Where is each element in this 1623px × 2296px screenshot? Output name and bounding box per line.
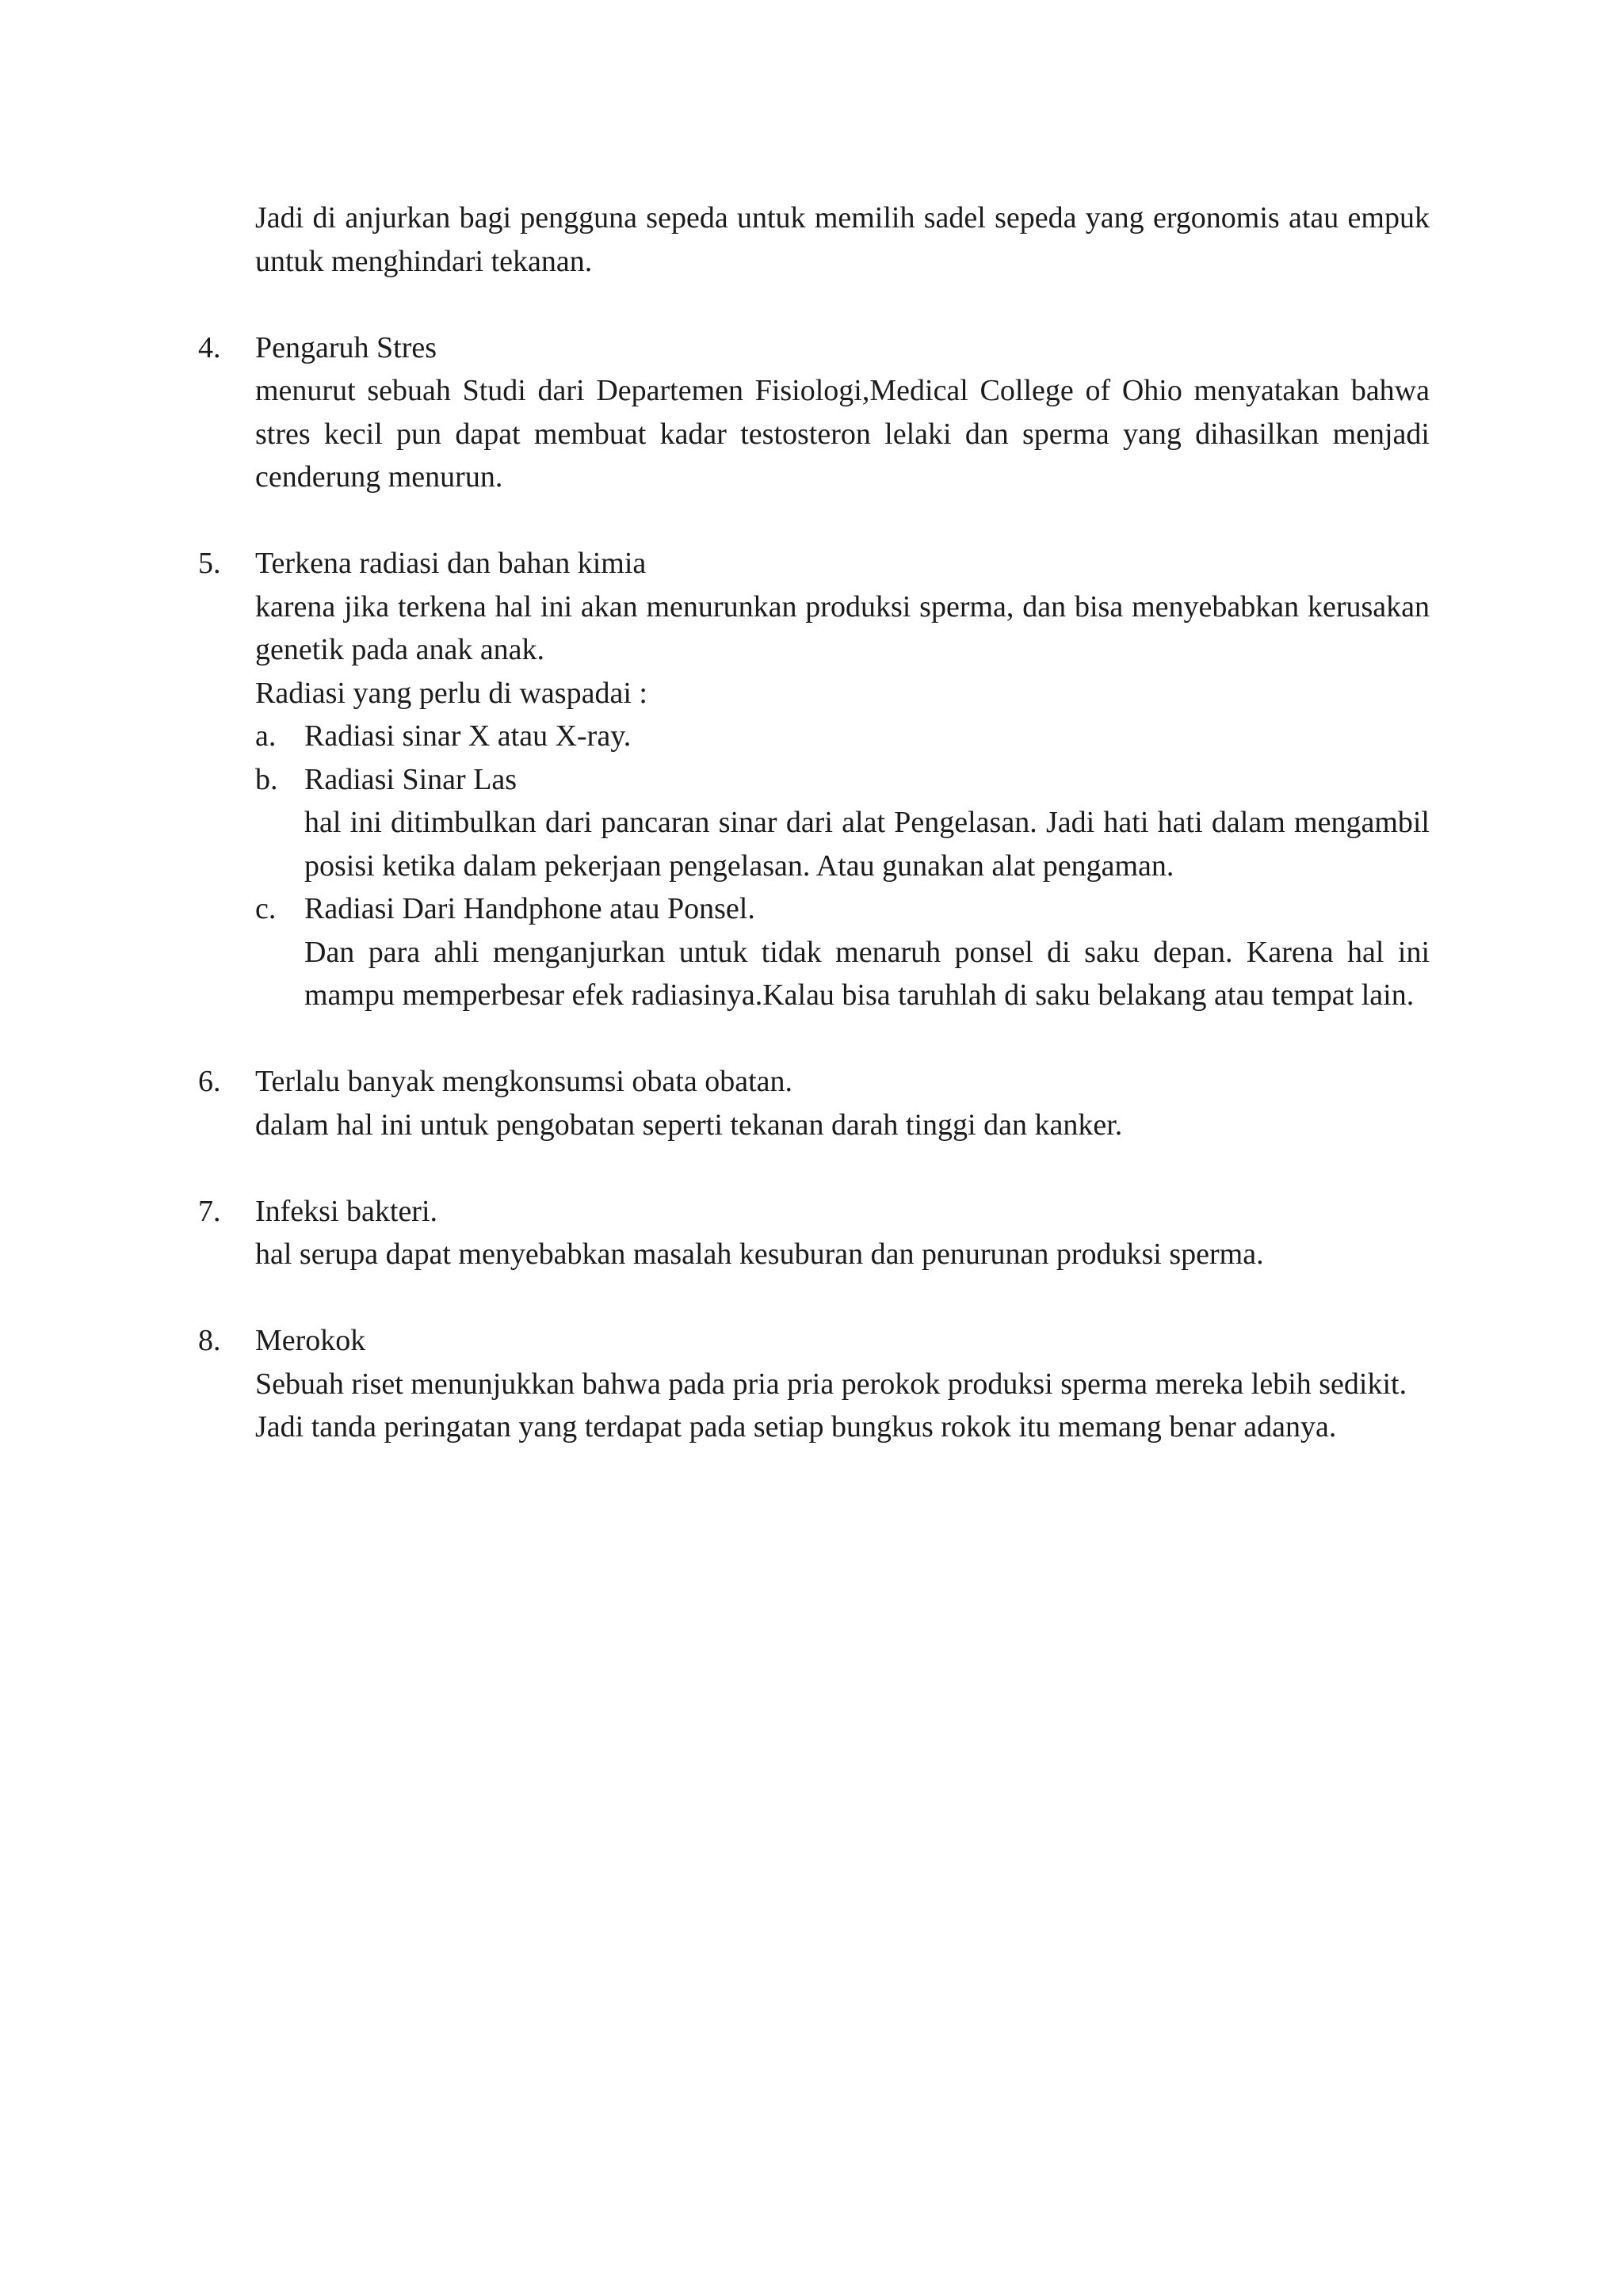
list-item-title: Merokok bbox=[255, 1324, 366, 1357]
list-item-title: Terlalu banyak mengkonsumsi obata obatan. bbox=[255, 1065, 792, 1098]
list-item-paragraph: karena jika terkena hal ini akan menurunkan produksi sperma, dan bisa menyebabkan kerusakan genetik pada anak anak. bbox=[255, 589, 1430, 666]
sub-item-b bbox=[255, 758, 1430, 888]
list-item-number: 4. bbox=[198, 330, 221, 364]
list-item-paragraph: hal serupa dapat menyebabkan masalah kesuburan dan penurunan produksi sperma. bbox=[255, 1238, 1264, 1271]
list-item-6 bbox=[198, 1060, 1430, 1146]
list-item-paragraph: Radiasi yang perlu di waspadai : bbox=[255, 676, 647, 710]
sub-item-title: Radiasi Dari Handphone atau Ponsel. bbox=[304, 892, 755, 925]
list-item-paragraph: dalam hal ini untuk pengobatan seperti tekanan darah tinggi dan kanker. bbox=[255, 1108, 1123, 1142]
list-item-number: 5. bbox=[198, 547, 221, 580]
sub-item-text: Dan para ahli menganjurkan untuk tidak menaruh ponsel di saku depan. Karena hal ini mampu memperbesar efek radiasinya.Kalau bisa taruhlah di saku belakang atau tempat lain. bbox=[304, 935, 1430, 1012]
list-item-title: Terkena radiasi dan bahan kimia bbox=[255, 547, 647, 580]
list-item-paragraph: Jadi tanda peringatan yang terdapat pada setiap bungkus rokok itu memang benar adanya. bbox=[255, 1410, 1337, 1444]
list-item-8 bbox=[198, 1319, 1430, 1449]
sub-item-text: hal ini ditimbulkan dari pancaran sinar dari alat Pengelasan. Jadi hati hati dalam mengambil posisi ketika dalam pekerjaan pengelasan. Atau gunakan alat pengaman. bbox=[304, 806, 1430, 883]
list-item-number: 8. bbox=[198, 1324, 221, 1357]
list-item-title: Pengaruh Stres bbox=[255, 330, 437, 364]
sub-item-letter: c. bbox=[255, 892, 277, 925]
list-item-number: 6. bbox=[198, 1065, 221, 1098]
list-item-paragraph: menurut sebuah Studi dari Departemen Fisiologi,Medical College of Ohio menyatakan bahwa stres kecil pun dapat membuat kadar testosteron lelaki dan sperma yang dihasilkan menjadi cenderung menurun. bbox=[255, 374, 1430, 494]
list-item-paragraph: Sebuah riset menunjukkan bahwa pada pria pria perokok produksi sperma mereka lebih sedikit. bbox=[255, 1367, 1407, 1401]
list-item-7 bbox=[198, 1190, 1430, 1276]
intro-paragraph: Jadi di anjurkan bagi pengguna sepeda untuk memilih sadel sepeda yang ergonomis atau empuk untuk menghindari tekanan. bbox=[255, 201, 1430, 278]
sub-item-c bbox=[255, 887, 1430, 1017]
sub-item-letter: b. bbox=[255, 762, 278, 796]
list-item-5 bbox=[198, 542, 1430, 1017]
document-body bbox=[198, 196, 1430, 1449]
list-item-4 bbox=[198, 326, 1430, 499]
sub-item-a bbox=[255, 715, 1430, 758]
sub-item-title: Radiasi Sinar Las bbox=[304, 762, 517, 796]
list-item-title: Infeksi bakteri. bbox=[255, 1194, 438, 1228]
list-item-number: 7. bbox=[198, 1194, 221, 1228]
sub-item-letter: a. bbox=[255, 719, 277, 753]
sub-item-title: Radiasi sinar X atau X-ray. bbox=[304, 719, 632, 753]
